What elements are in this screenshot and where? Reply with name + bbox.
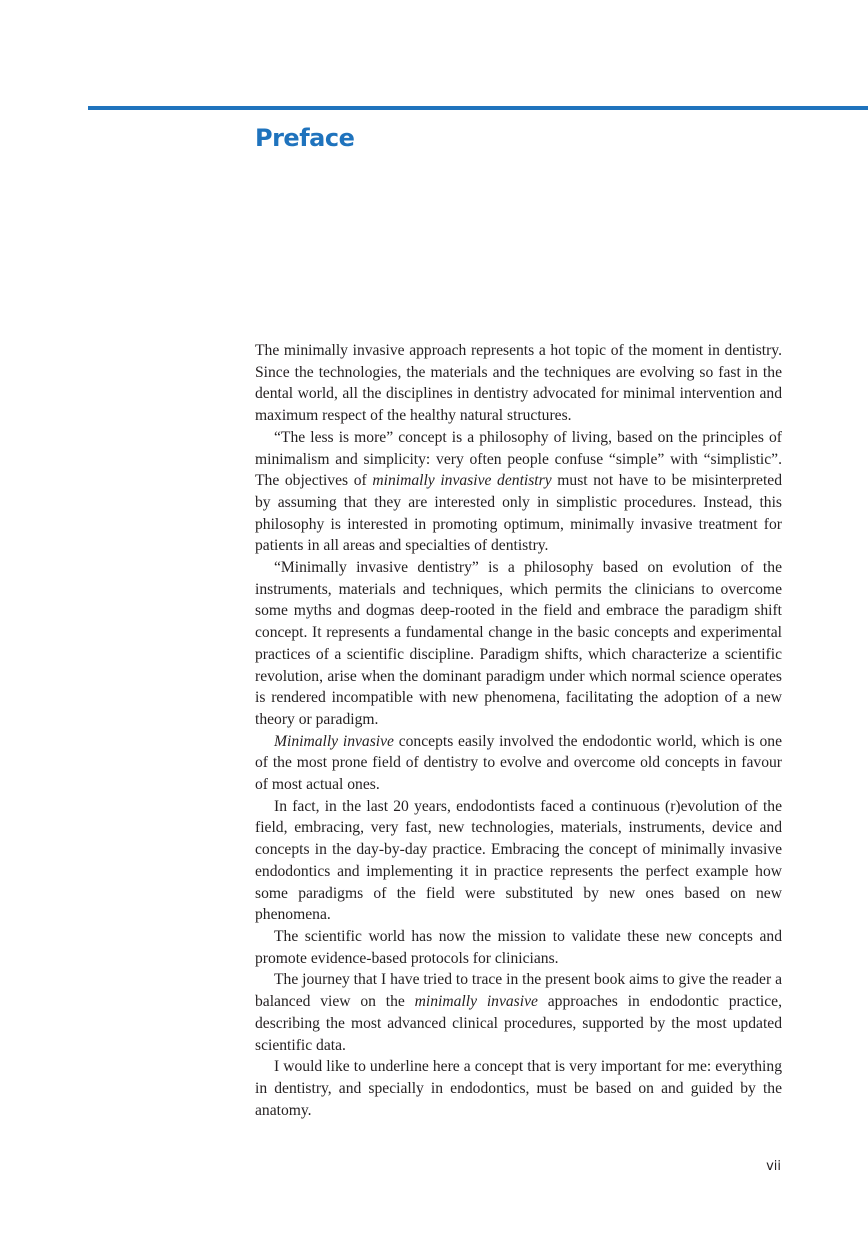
- text-run: I would like to underline here a concept that is very important for me: everything in dentistry, and specially in endodontics, must be based on and guided by the anatomy.: [255, 1058, 782, 1119]
- text-run: must not have to be misinterpreted by assuming that they are interested only in simplistic procedures. Instead, this philosophy is interested in promoting optimum, minimally invasive treatment for patients in all areas and specialties of dentistry.: [255, 472, 783, 555]
- text-run: “The less is more” concept is a philosophy of living, based on the principles of minimalism and simplicity: very often people confuse “simple” with “simplistic”. The objectives of: [255, 428, 782, 490]
- page-title: Preface: [255, 124, 355, 152]
- text-run: approaches in endodontic practice, describing the most advanced clinical procedures, supported by the most updated scientific data.: [255, 993, 782, 1054]
- page-number: vii: [766, 1159, 781, 1174]
- paragraph: [255, 926, 782, 969]
- paragraph: [255, 427, 782, 557]
- italic-text: minimally invasive: [414, 993, 538, 1011]
- paragraph: [255, 1056, 782, 1121]
- text-run: The scientific world has now the mission to validate these new concepts and promote evidence-based protocols for clinicians.: [255, 927, 782, 967]
- text-run: concepts easily involved the endodontic world, which is one of the most prone field of dentistry to evolve and overcome old concepts in favour of most actual ones.: [255, 732, 782, 794]
- paragraph: [255, 969, 782, 1056]
- paragraph: [255, 731, 782, 796]
- paragraph: [255, 340, 782, 427]
- header-rule: [88, 106, 868, 110]
- text-run: The journey that I have tried to trace in the present book aims to give the reader a balanced view on the: [255, 971, 782, 1011]
- text-run: In fact, in the last 20 years, endodontists faced a continuous (r)evolution of the field, embracing, very fast, new technologies, materials, instruments, device and concepts in the day-by-day practice. Embracing the concept of minimally invasive endodontics and implementing it in practice represents the perfect example how some paradigms of the field were substituted by new ones based on new phenomena.: [255, 797, 782, 924]
- paragraph: [255, 557, 782, 731]
- paragraph: [255, 796, 782, 926]
- italic-text: minimally invasive dentistry: [372, 472, 552, 490]
- text-run: “Minimally invasive dentistry” is a philosophy based on evolution of the instruments, materials and techniques, which permits the clinicians to overcome some myths and dogmas deep-rooted in the field and embrace the paradigm shift concept. It represents a fundamental change in the basic concepts and experimental practices of a scientific discipline. Paradigm shifts, which characterize a scientific revolution, arise when the dominant paradigm under which normal science operates is rendered incompatible with new phenomena, facilitating the adoption of a new theory or paradigm.: [255, 559, 782, 728]
- text-run: The minimally invasive approach represents a hot topic of the moment in dentistry. Since the technologies, the materials and the techniques are evolving so fast in the dental world, all the disciplines in dentistry advocated for minimal intervention and maximum respect of the healthy natural structures.: [255, 342, 782, 425]
- preface-body: [255, 340, 782, 1121]
- italic-text: Minimally invasive: [274, 732, 394, 750]
